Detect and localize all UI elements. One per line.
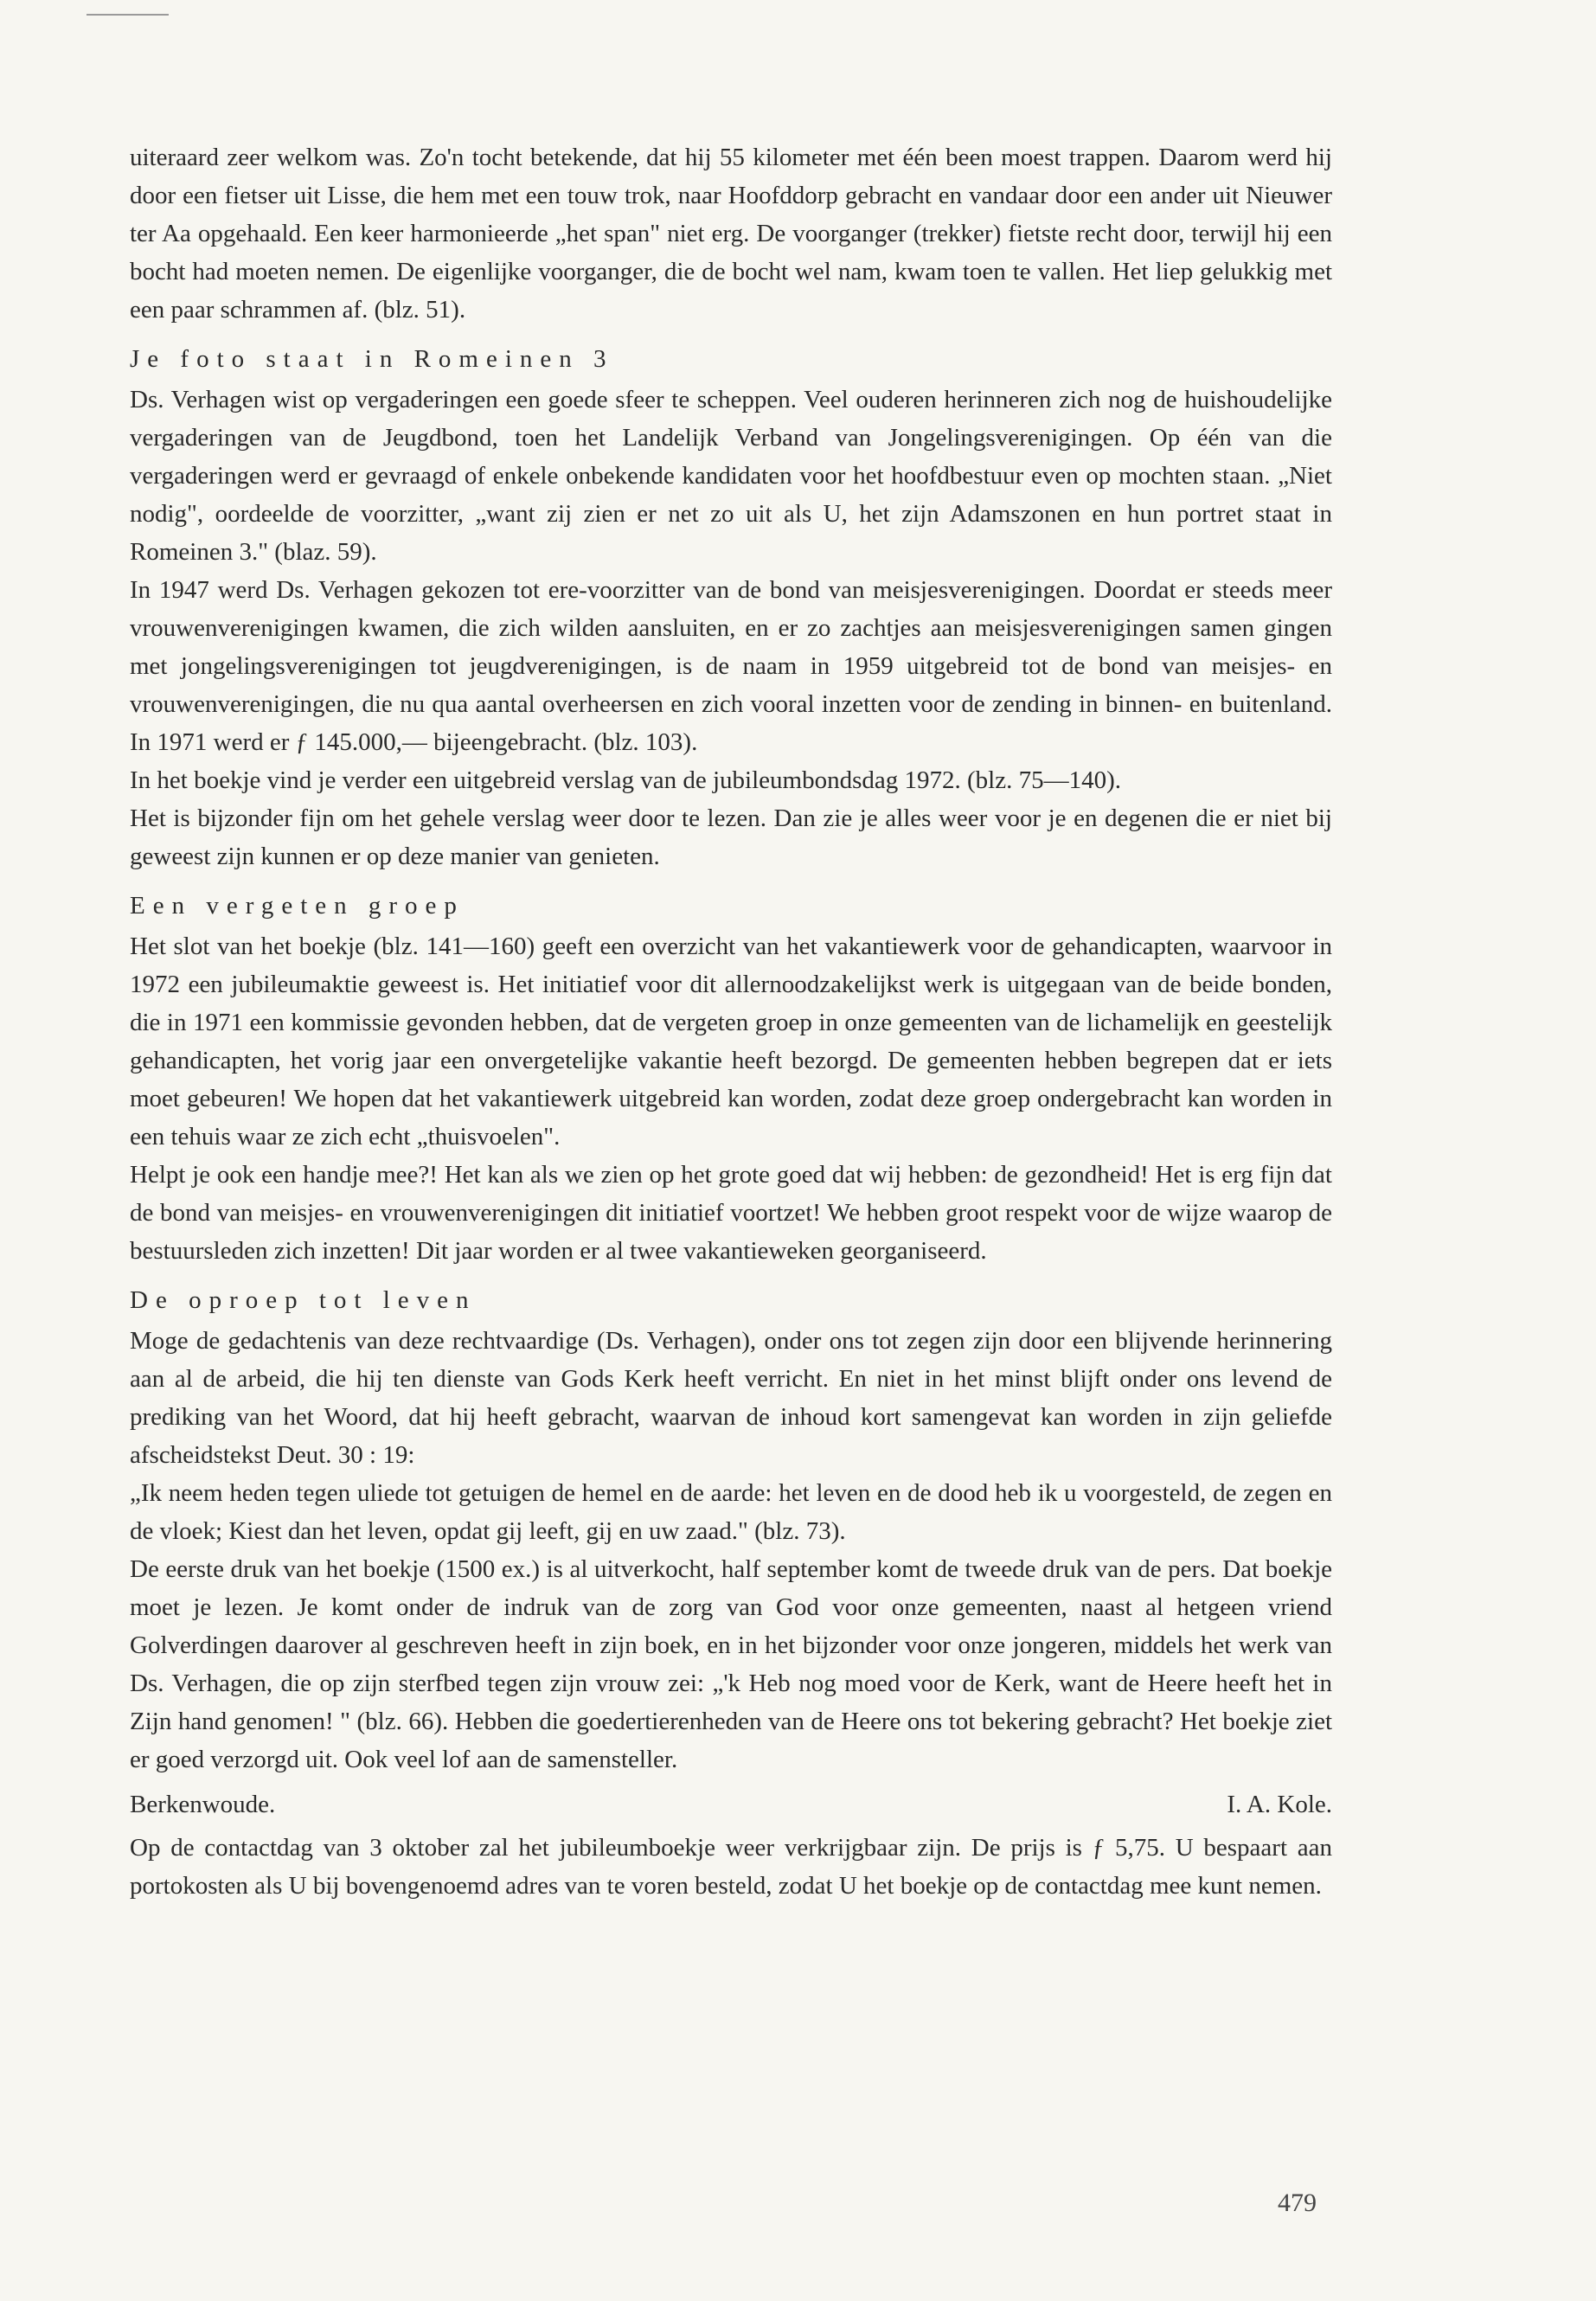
page-number: 479 — [1278, 2189, 1317, 2217]
signature-place: Berkenwoude. — [130, 1791, 276, 1818]
paragraph: De eerste druk van het boekje (1500 ex.) is al uitverkocht, half september komt de tweede druk van de pers. Dat boekje moet je lezen. Je komt onder de indruk van de zorg van God voor onze gemeenten, naast al hetgeen vriend Golverdingen daarover al geschreven heeft in zijn boek, en in het bijzonder voor onze jongeren, middels het werk van Ds. Verhagen, die op zijn sterfbed tegen zijn vrouw zei: „'k Heb nog moed voor de Kerk, want de Heere heeft het in Zijn hand genomen! " (blz. 66). Hebben die goedertierenheden van de Heere ons tot bekering gebracht? Het boekje ziet er goed verzorgd uit. Ook veel lof aan de samensteller. — [130, 1555, 1332, 1773]
paragraph: Helpt je ook een handje mee?! Het kan als we zien op het grote goed dat wij hebben: de gezondheid! Het is erg fijn dat de bond van meisjes- en vrouwenverenigingen dit initiatief voortzet! We hebben groot respekt voor de wijze waarop de bestuursleden zich inzetten! Dit jaar worden er al twee vakantieweken georganiseerd. — [130, 1161, 1332, 1265]
paragraph: Moge de gedachtenis van deze rechtvaardige (Ds. Verhagen), onder ons tot zegen zijn door een blijvende herinnering aan al de arbeid, die hij ten dienste van Gods Kerk heeft verricht. En niet in het minst blijft onder ons levend de prediking van het Woord, dat hij heeft gebracht, waarvan de inhoud kort samengevat kan worden in zijn geliefde afscheidstekst Deut. 30 : 19: — [130, 1327, 1332, 1469]
article-page — [130, 138, 1332, 1905]
paragraph: Ds. Verhagen wist op vergaderingen een goede sfeer te scheppen. Veel ouderen herinneren zich nog de huishoudelijke vergaderingen van de Jeugdbond, toen het Landelijk Verband van Jongelingsverenigingen. Op één van die vergaderingen werd er gevraagd of enkele onbekende kandidaten voor het hoofdbestuur even op mochten staan. „Niet nodig", oordeelde de voorzitter, „want zij zien er net zo uit als U, het zijn Adamszonen en hun portret staat in Romeinen 3." (blaz. 59). — [130, 386, 1332, 566]
section-heading: Een vergeten groep — [130, 892, 465, 920]
closing-paragraph: Op de contactdag van 3 oktober zal het jubileumboekje weer verkrijgbaar zijn. De prijs is ƒ 5,75. U bespaart aan portokosten als U bij bovengenoemd adres van te voren besteld, zodat U het boekje op de contactdag mee kunt nemen. — [130, 1834, 1332, 1900]
paragraph: In 1947 werd Ds. Verhagen gekozen tot ere-voorzitter van de bond van meisjesverenigingen. Doordat er steeds meer vrouwenverenigingen kwamen, die zich wilden aansluiten, en er zo zachtjes aan meisjesverenigingen samen gingen met jongelingsverenigingen tot jeugdverenigingen, is de naam in 1959 uitgebreid tot de bond van meisjes- en vrouwenverenigingen, die nu qua aantal overheersen en zich vooral inzetten voor de zending in binnen- en buitenland. In 1971 werd er ƒ 145.000,— bijeengebracht. (blz. 103). — [130, 576, 1332, 756]
paragraph: Het is bijzonder fijn om het gehele verslag weer door te lezen. Dan zie je alles weer voor je en degenen die er niet bij geweest zijn kunnen er op deze manier van genieten. — [130, 804, 1332, 870]
intro-paragraph: uiteraard zeer welkom was. Zo'n tocht betekende, dat hij 55 kilometer met één been moest trappen. Daarom werd hij door een fietser uit Lisse, die hem met een touw trok, naar Hoofddorp gebracht en vandaar door een ander uit Nieuwer ter Aa opgehaald. Een keer harmonieerde „het span" niet erg. De voorganger (trekker) fietste recht door, terwijl hij een bocht had moeten nemen. De eigenlijke voorganger, die de bocht wel nam, kwam toen te vallen. Het liep gelukkig met een paar schrammen af. (blz. 51). — [130, 144, 1332, 324]
signature-row — [130, 1785, 1332, 1823]
section-vergeten-groep — [130, 888, 1332, 1270]
intro-block — [130, 138, 1332, 329]
section-heading: De oproep tot leven — [130, 1286, 477, 1314]
section-heading: Je foto staat in Romeinen 3 — [130, 345, 614, 373]
quotation-paragraph: „Ik neem heden tegen uliede tot getuigen de hemel en de aarde: het leven en de dood heb ik u voorgesteld, de zegen en de vloek; Kiest dan het leven, opdat gij leeft, gij en uw zaad." (blz. 73). — [130, 1479, 1332, 1545]
section-romeinen — [130, 341, 1332, 875]
signature-author: I. A. Kole. — [1227, 1791, 1332, 1818]
section-oproep — [130, 1282, 1332, 1779]
paragraph: In het boekje vind je verder een uitgebreid verslag van de jubileumbondsdag 1972. (blz. 75—140). — [130, 766, 1121, 794]
paragraph: Het slot van het boekje (blz. 141—160) geeft een overzicht van het vakantiewerk voor de gehandicapten, waarvoor in 1972 een jubileumaktie geweest is. Het initiatief voor dit allernoodzakelijkst werk is uitgegaan van de beide bonden, die in 1971 een kommissie gevonden hebben, dat de vergeten groep in onze gemeenten van de lichamelijk en geestelijk gehandicapten, het vorig jaar een onvergetelijke vakantie heeft bezorgd. De gemeenten hebben begrepen dat er iets moet gebeuren! We hopen dat het vakantiewerk uitgebreid kan worden, zodat deze groep ondergebracht kan worden in een tehuis waar ze zich echt „thuisvoelen". — [130, 933, 1332, 1150]
top-rule — [87, 14, 169, 16]
